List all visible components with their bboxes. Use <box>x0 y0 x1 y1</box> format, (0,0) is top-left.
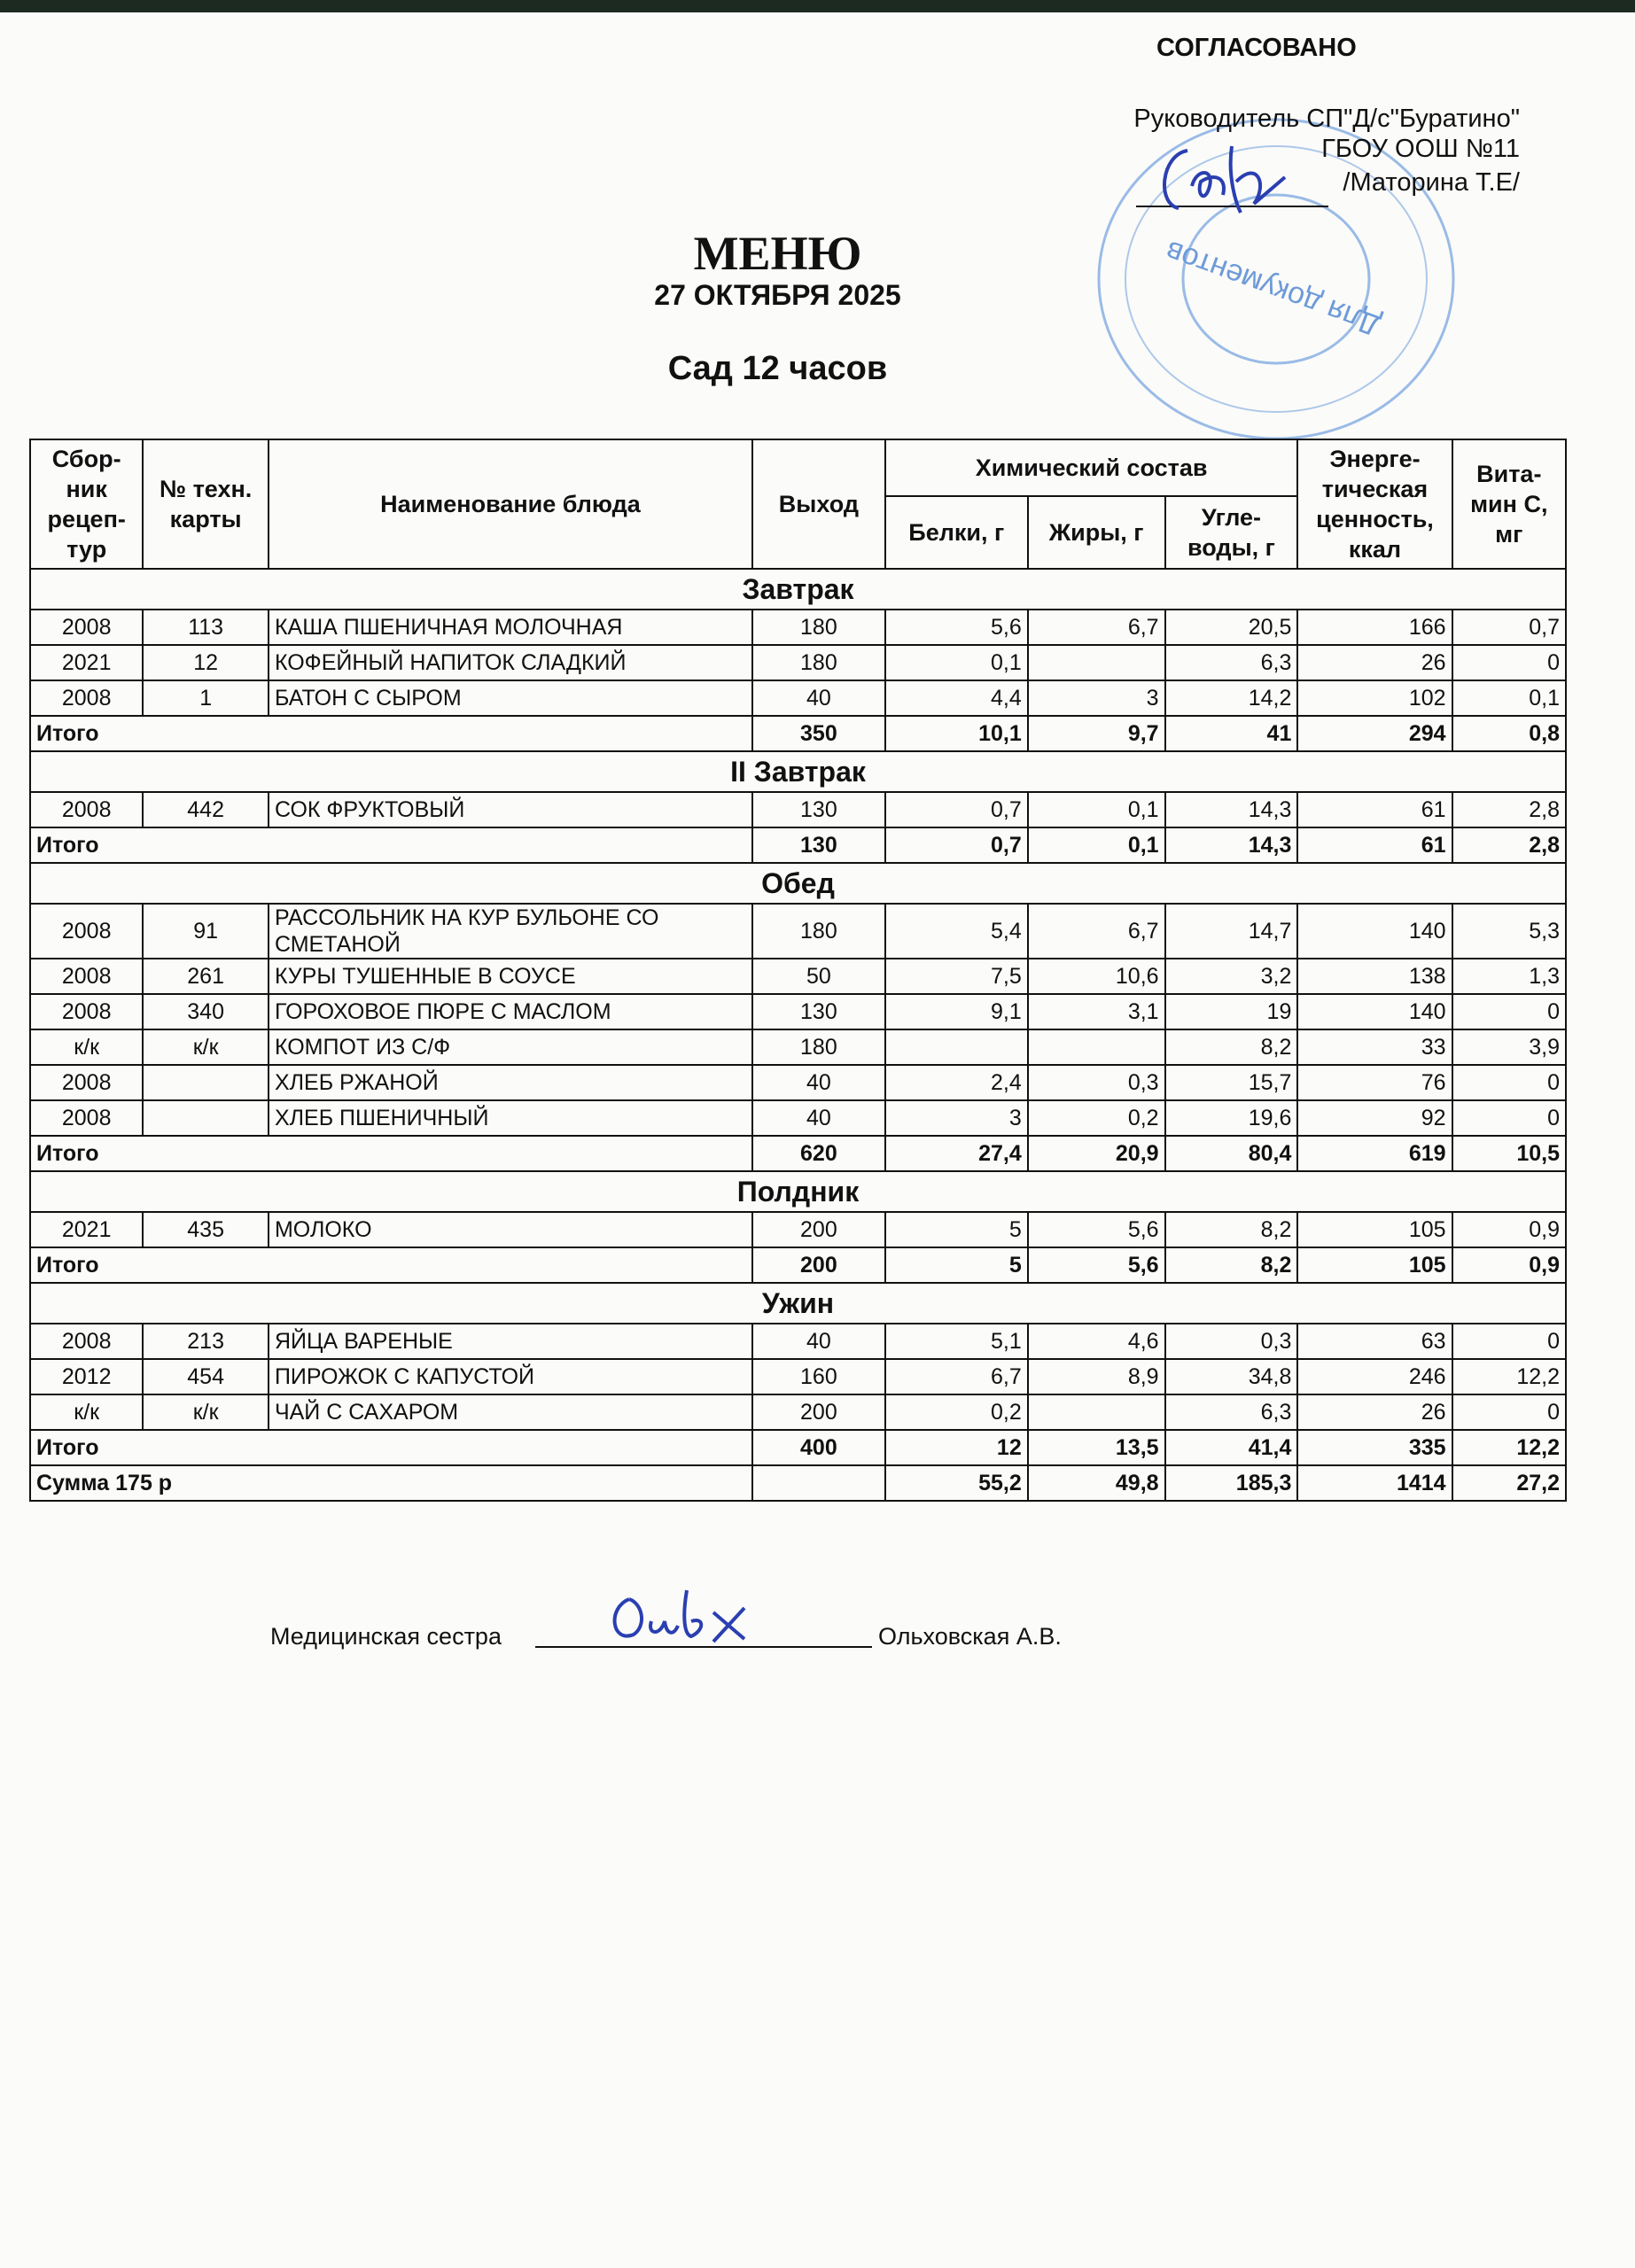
cell-fat: 8,9 <box>1028 1359 1165 1394</box>
cell-dish: ПИРОЖОК С КАПУСТОЙ <box>269 1359 752 1394</box>
section-header <box>30 863 1566 904</box>
cell-dish: КАША ПШЕНИЧНАЯ МОЛОЧНАЯ <box>269 610 752 645</box>
cell-energy: 92 <box>1297 1100 1452 1136</box>
cell-energy: 1414 <box>1297 1465 1452 1501</box>
cell-protein: 0,2 <box>885 1394 1028 1430</box>
cell-collection: 2008 <box>30 1065 143 1100</box>
cell-yield: 40 <box>752 1324 885 1359</box>
cell-vitc: 0,9 <box>1452 1247 1566 1283</box>
col-carbs: Угле-воды, г <box>1165 496 1298 569</box>
cell-fat: 9,7 <box>1028 716 1165 751</box>
total-row <box>30 1430 1566 1465</box>
cell-vitc: 3,9 <box>1452 1029 1566 1065</box>
cell-dish: ЧАЙ С САХАРОМ <box>269 1394 752 1430</box>
cell-energy: 138 <box>1297 959 1452 994</box>
cell-collection: 2008 <box>30 959 143 994</box>
cell-dish: КУРЫ ТУШЕННЫЕ В СОУСЕ <box>269 959 752 994</box>
cell-fat: 3,1 <box>1028 994 1165 1029</box>
cell-vitc: 0,7 <box>1452 610 1566 645</box>
table-row <box>30 904 1566 959</box>
total-label: Итого <box>30 827 752 863</box>
cell-protein: 9,1 <box>885 994 1028 1029</box>
cell-tech-card: 442 <box>143 792 269 827</box>
cell-energy: 26 <box>1297 645 1452 680</box>
cell-fat: 4,6 <box>1028 1324 1165 1359</box>
total-row <box>30 716 1566 751</box>
cell-collection: 2008 <box>30 680 143 716</box>
cell-carbs: 185,3 <box>1165 1465 1298 1501</box>
cell-yield: 400 <box>752 1430 885 1465</box>
cell-yield: 180 <box>752 610 885 645</box>
grand-total-row <box>30 1465 1566 1501</box>
cell-carbs: 41,4 <box>1165 1430 1298 1465</box>
nurse-name: Ольховская А.В. <box>878 1623 1062 1650</box>
table-row <box>30 994 1566 1029</box>
cell-fat: 10,6 <box>1028 959 1165 994</box>
table-row <box>30 680 1566 716</box>
cell-energy: 166 <box>1297 610 1452 645</box>
cell-vitc: 1,3 <box>1452 959 1566 994</box>
total-label: Сумма 175 р <box>30 1465 752 1501</box>
cell-protein: 3 <box>885 1100 1028 1136</box>
cell-carbs: 20,5 <box>1165 610 1298 645</box>
cell-energy: 105 <box>1297 1247 1452 1283</box>
cell-protein: 6,7 <box>885 1359 1028 1394</box>
cell-dish: СОК ФРУКТОВЫЙ <box>269 792 752 827</box>
total-label: Итого <box>30 1430 752 1465</box>
cell-vitc: 0 <box>1452 1394 1566 1430</box>
table-row <box>30 610 1566 645</box>
cell-fat: 5,6 <box>1028 1247 1165 1283</box>
cell-protein: 4,4 <box>885 680 1028 716</box>
cell-yield: 200 <box>752 1212 885 1247</box>
table-row <box>30 792 1566 827</box>
cell-carbs: 0,3 <box>1165 1324 1298 1359</box>
section-header <box>30 1171 1566 1212</box>
cell-vitc: 0,1 <box>1452 680 1566 716</box>
cell-carbs: 34,8 <box>1165 1359 1298 1394</box>
total-label: Итого <box>30 1136 752 1171</box>
nurse-signature <box>603 1581 780 1652</box>
approval-organization: ГБОУ ООШ №11 <box>1321 135 1520 163</box>
table-row <box>30 1212 1566 1247</box>
cell-yield: 180 <box>752 1029 885 1065</box>
cell-tech-card: 435 <box>143 1212 269 1247</box>
cell-energy: 140 <box>1297 904 1452 959</box>
cell-collection: 2008 <box>30 610 143 645</box>
cell-tech-card: к/к <box>143 1029 269 1065</box>
cell-protein: 0,7 <box>885 792 1028 827</box>
scan-border <box>0 0 1635 12</box>
cell-protein: 7,5 <box>885 959 1028 994</box>
approval-signatory: /Маторина Т.Е/ <box>1343 168 1520 197</box>
cell-tech-card: 1 <box>143 680 269 716</box>
cell-dish: КОМПОТ ИЗ С/Ф <box>269 1029 752 1065</box>
table-row <box>30 1359 1566 1394</box>
cell-fat: 5,6 <box>1028 1212 1165 1247</box>
total-label: Итого <box>30 1247 752 1283</box>
total-row <box>30 1136 1566 1171</box>
col-chem: Химический состав <box>885 439 1298 496</box>
cell-tech-card: 12 <box>143 645 269 680</box>
cell-carbs: 6,3 <box>1165 1394 1298 1430</box>
cell-collection: 2008 <box>30 792 143 827</box>
cell-dish: БАТОН С СЫРОМ <box>269 680 752 716</box>
cell-collection: 2008 <box>30 1324 143 1359</box>
cell-dish: ХЛЕБ РЖАНОЙ <box>269 1065 752 1100</box>
total-row <box>30 1247 1566 1283</box>
cell-yield: 180 <box>752 904 885 959</box>
cell-dish: ГОРОХОВОЕ ПЮРЕ С МАСЛОМ <box>269 994 752 1029</box>
cell-carbs: 3,2 <box>1165 959 1298 994</box>
cell-tech-card <box>143 1065 269 1100</box>
cell-dish: РАССОЛЬНИК НА КУР БУЛЬОНЕ СО СМЕТАНОЙ <box>269 904 752 959</box>
section-header <box>30 1283 1566 1324</box>
cell-protein <box>885 1029 1028 1065</box>
cell-vitc: 5,3 <box>1452 904 1566 959</box>
cell-vitc: 12,2 <box>1452 1430 1566 1465</box>
cell-carbs: 6,3 <box>1165 645 1298 680</box>
cell-yield: 40 <box>752 680 885 716</box>
section-header <box>30 751 1566 792</box>
cell-dish: ЯЙЦА ВАРЕНЫЕ <box>269 1324 752 1359</box>
cell-energy: 140 <box>1297 994 1452 1029</box>
cell-fat <box>1028 645 1165 680</box>
table-row <box>30 1324 1566 1359</box>
cell-fat: 0,2 <box>1028 1100 1165 1136</box>
cell-protein: 2,4 <box>885 1065 1028 1100</box>
cell-carbs: 19,6 <box>1165 1100 1298 1136</box>
cell-carbs: 14,3 <box>1165 792 1298 827</box>
table-row <box>30 645 1566 680</box>
cell-protein: 5 <box>885 1247 1028 1283</box>
cell-tech-card: к/к <box>143 1394 269 1430</box>
col-yield: Выход <box>752 439 885 569</box>
cell-vitc: 0 <box>1452 1324 1566 1359</box>
cell-carbs: 80,4 <box>1165 1136 1298 1171</box>
approval-position: Руководитель СП"Д/с"Буратино" <box>1133 105 1520 133</box>
menu-table <box>29 439 1567 1502</box>
cell-vitc: 10,5 <box>1452 1136 1566 1171</box>
total-label: Итого <box>30 716 752 751</box>
col-tech-card: № техн. карты <box>143 439 269 569</box>
cell-vitc: 12,2 <box>1452 1359 1566 1394</box>
cell-energy: 61 <box>1297 792 1452 827</box>
approval-heading: СОГЛАСОВАНО <box>1156 34 1357 62</box>
cell-carbs: 14,2 <box>1165 680 1298 716</box>
cell-energy: 102 <box>1297 680 1452 716</box>
col-collection: Сбор-ник рецеп-тур <box>30 439 143 569</box>
section-header <box>30 569 1566 610</box>
cell-collection: 2021 <box>30 1212 143 1247</box>
cell-protein: 0,1 <box>885 645 1028 680</box>
cell-vitc: 0 <box>1452 1065 1566 1100</box>
cell-carbs: 14,7 <box>1165 904 1298 959</box>
cell-tech-card: 261 <box>143 959 269 994</box>
cell-energy: 76 <box>1297 1065 1452 1100</box>
cell-tech-card: 91 <box>143 904 269 959</box>
cell-yield: 130 <box>752 994 885 1029</box>
cell-protein: 55,2 <box>885 1465 1028 1501</box>
cell-energy: 26 <box>1297 1394 1452 1430</box>
cell-fat: 13,5 <box>1028 1430 1165 1465</box>
cell-energy: 246 <box>1297 1359 1452 1394</box>
cell-vitc: 27,2 <box>1452 1465 1566 1501</box>
cell-protein: 0,7 <box>885 827 1028 863</box>
director-signature <box>1152 133 1303 221</box>
cell-energy: 61 <box>1297 827 1452 863</box>
cell-protein: 5,4 <box>885 904 1028 959</box>
cell-collection: 2012 <box>30 1359 143 1394</box>
cell-tech-card: 113 <box>143 610 269 645</box>
cell-fat: 0,1 <box>1028 827 1165 863</box>
table-row <box>30 1100 1566 1136</box>
cell-dish: КОФЕЙНЫЙ НАПИТОК СЛАДКИЙ <box>269 645 752 680</box>
cell-fat <box>1028 1394 1165 1430</box>
col-vitc: Вита-мин С, мг <box>1452 439 1566 569</box>
cell-vitc: 0,9 <box>1452 1212 1566 1247</box>
cell-tech-card: 454 <box>143 1359 269 1394</box>
menu-date: 27 ОКТЯБРЯ 2025 <box>654 279 901 311</box>
section-title: II Завтрак <box>30 751 1566 792</box>
cell-vitc: 0 <box>1452 645 1566 680</box>
col-fat: Жиры, г <box>1028 496 1165 569</box>
table-row <box>30 959 1566 994</box>
cell-yield: 200 <box>752 1394 885 1430</box>
cell-yield: 50 <box>752 959 885 994</box>
table-row <box>30 1394 1566 1430</box>
col-protein: Белки, г <box>885 496 1028 569</box>
table-row <box>30 1065 1566 1100</box>
cell-carbs: 8,2 <box>1165 1212 1298 1247</box>
cell-collection: к/к <box>30 1029 143 1065</box>
cell-protein: 5 <box>885 1212 1028 1247</box>
cell-energy: 105 <box>1297 1212 1452 1247</box>
cell-carbs: 15,7 <box>1165 1065 1298 1100</box>
cell-fat: 6,7 <box>1028 904 1165 959</box>
cell-vitc: 0,8 <box>1452 716 1566 751</box>
cell-carbs: 14,3 <box>1165 827 1298 863</box>
cell-tech-card <box>143 1100 269 1136</box>
cell-yield: 40 <box>752 1065 885 1100</box>
cell-energy: 33 <box>1297 1029 1452 1065</box>
cell-collection: к/к <box>30 1394 143 1430</box>
cell-energy: 335 <box>1297 1430 1452 1465</box>
total-row <box>30 827 1566 863</box>
section-title: Завтрак <box>30 569 1566 610</box>
menu-group: Сад 12 часов <box>667 350 888 387</box>
cell-energy: 294 <box>1297 716 1452 751</box>
cell-fat: 49,8 <box>1028 1465 1165 1501</box>
cell-protein: 12 <box>885 1430 1028 1465</box>
cell-yield: 160 <box>752 1359 885 1394</box>
cell-collection: 2021 <box>30 645 143 680</box>
cell-yield <box>752 1465 885 1501</box>
cell-yield: 620 <box>752 1136 885 1171</box>
cell-yield: 350 <box>752 716 885 751</box>
cell-protein: 10,1 <box>885 716 1028 751</box>
cell-vitc: 2,8 <box>1452 827 1566 863</box>
cell-carbs: 19 <box>1165 994 1298 1029</box>
cell-yield: 130 <box>752 827 885 863</box>
cell-yield: 130 <box>752 792 885 827</box>
cell-yield: 180 <box>752 645 885 680</box>
cell-carbs: 8,2 <box>1165 1029 1298 1065</box>
cell-fat: 0,3 <box>1028 1065 1165 1100</box>
cell-yield: 200 <box>752 1247 885 1283</box>
cell-fat: 0,1 <box>1028 792 1165 827</box>
cell-tech-card: 213 <box>143 1324 269 1359</box>
cell-collection: 2008 <box>30 1100 143 1136</box>
page-title: МЕНЮ <box>693 227 862 280</box>
cell-protein: 5,1 <box>885 1324 1028 1359</box>
cell-tech-card: 340 <box>143 994 269 1029</box>
section-title: Полдник <box>30 1171 1566 1212</box>
cell-energy: 619 <box>1297 1136 1452 1171</box>
svg-text:Для документов: Для документов <box>1161 233 1385 343</box>
cell-dish: ХЛЕБ ПШЕНИЧНЫЙ <box>269 1100 752 1136</box>
cell-vitc: 0 <box>1452 994 1566 1029</box>
cell-energy: 63 <box>1297 1324 1452 1359</box>
cell-protein: 27,4 <box>885 1136 1028 1171</box>
cell-collection: 2008 <box>30 904 143 959</box>
section-title: Ужин <box>30 1283 1566 1324</box>
cell-vitc: 0 <box>1452 1100 1566 1136</box>
section-title: Обед <box>30 863 1566 904</box>
cell-carbs: 41 <box>1165 716 1298 751</box>
cell-collection: 2008 <box>30 994 143 1029</box>
cell-fat <box>1028 1029 1165 1065</box>
table-row <box>30 1029 1566 1065</box>
cell-fat: 6,7 <box>1028 610 1165 645</box>
nurse-role: Медицинская сестра <box>270 1623 502 1650</box>
col-dish: Наименование блюда <box>269 439 752 569</box>
col-energy: Энерге-тическая ценность, ккал <box>1297 439 1452 569</box>
cell-yield: 40 <box>752 1100 885 1136</box>
cell-dish: МОЛОКО <box>269 1212 752 1247</box>
cell-protein: 5,6 <box>885 610 1028 645</box>
cell-vitc: 2,8 <box>1452 792 1566 827</box>
cell-fat: 20,9 <box>1028 1136 1165 1171</box>
cell-carbs: 8,2 <box>1165 1247 1298 1283</box>
cell-fat: 3 <box>1028 680 1165 716</box>
